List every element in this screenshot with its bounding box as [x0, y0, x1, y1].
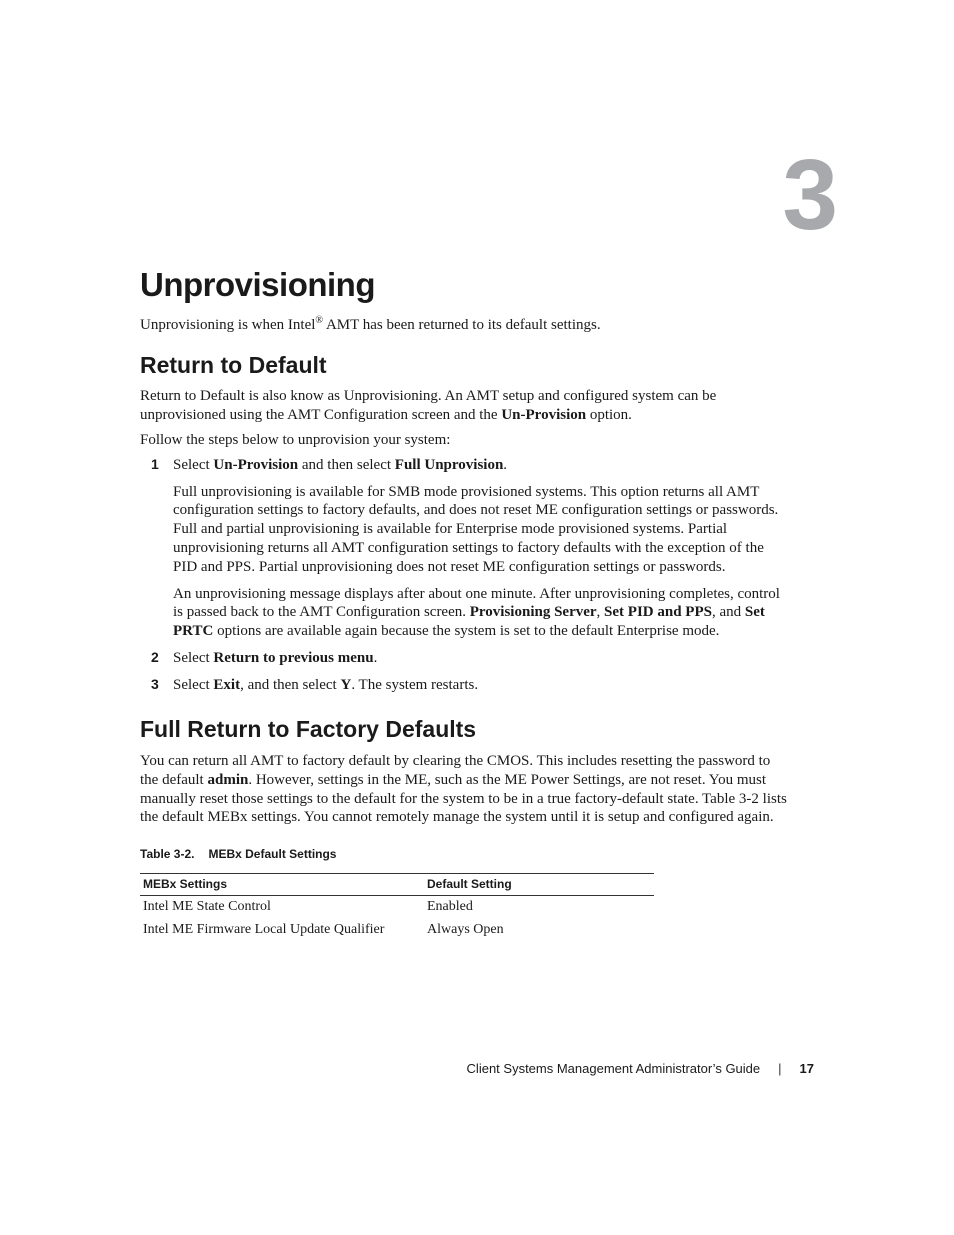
- return-to-default-paragraph: Return to Default is also know as Unprovisioning. An AMT setup and configured system can be unprovisioned using the AMT Configuration screen and the Un-Provision option.: [140, 388, 717, 424]
- table-row: [140, 919, 654, 942]
- page-title: Unprovisioning: [140, 266, 375, 303]
- step-1: [140, 456, 790, 641]
- page-content: [140, 266, 790, 942]
- step-2: [140, 649, 790, 668]
- column-header: Default Setting: [424, 874, 654, 896]
- step-number: 3: [151, 675, 159, 692]
- table-caption: Table 3-2. MEBx Default Settings: [140, 847, 337, 862]
- registered-mark: ®: [315, 314, 324, 326]
- step-3: [140, 676, 790, 695]
- guide-title: Client Systems Management Administrator’s Guide: [466, 1061, 761, 1076]
- mebx-default-settings-table: [140, 873, 654, 942]
- table-header-row: [140, 874, 654, 896]
- section-heading-return-to-default: Return to Default: [140, 351, 327, 378]
- steps-intro: Follow the steps below to unprovision your system:: [140, 431, 451, 448]
- step-text: Select Un-Provision and then select Full Unprovision.: [173, 456, 508, 473]
- step-number: 1: [151, 455, 159, 472]
- step-text: Select Exit, and then select Y. The system restarts.: [173, 676, 479, 693]
- page-footer: [467, 1061, 814, 1076]
- step-number: 2: [151, 648, 159, 665]
- table-cell: Enabled: [427, 899, 473, 915]
- table-row: [140, 896, 654, 920]
- intro-paragraph: Unprovisioning is when Intel® AMT has been returned to its default settings.: [140, 314, 601, 333]
- table-cell: Intel ME State Control: [143, 899, 271, 915]
- chapter-number: 3: [782, 139, 836, 251]
- section-heading-full-return: Full Return to Factory Defaults: [140, 716, 477, 743]
- table-cell: Always Open: [427, 922, 504, 938]
- footer-separator: |: [778, 1061, 782, 1076]
- page-number: 17: [799, 1061, 814, 1076]
- full-return-paragraph: You can return all AMT to factory default by clearing the CMOS. This includes resetting the password to the default admin. However, settings in the ME, such as the ME Power Settings, are not reset. You must manually reset those settings to the default for the system to be in a true factory-default state. Table 3-2 lists the default MEBx settings. You cannot remotely manage the system until it is setup and configured again.: [140, 753, 787, 826]
- step-text: Select Return to previous menu.: [173, 649, 378, 666]
- step-note: Full unprovisioning is available for SMB mode provisioned systems. This option returns all AMT configuration settings to factory defaults, and does not reset ME configuration settings or passwords. Full and partial unprovisioning is available for Enterprise mode provisioned systems. Partial unprovisioning returns all AMT configuration settings to factory defaults with the exception of the PID and PPS. Partial unprovisioning does not reset ME configuration settings or passwords.: [173, 483, 779, 575]
- table-cell: Intel ME Firmware Local Update Qualifier: [143, 922, 385, 938]
- step-note: An unprovisioning message displays after about one minute. After unprovisioning completes, control is passed back to the AMT Configuration screen. Provisioning Server, Set PID and PPS, and Set PRTC options are available again because the system is set to the default Enterprise mode.: [173, 585, 780, 640]
- column-header: MEBx Settings: [140, 874, 424, 896]
